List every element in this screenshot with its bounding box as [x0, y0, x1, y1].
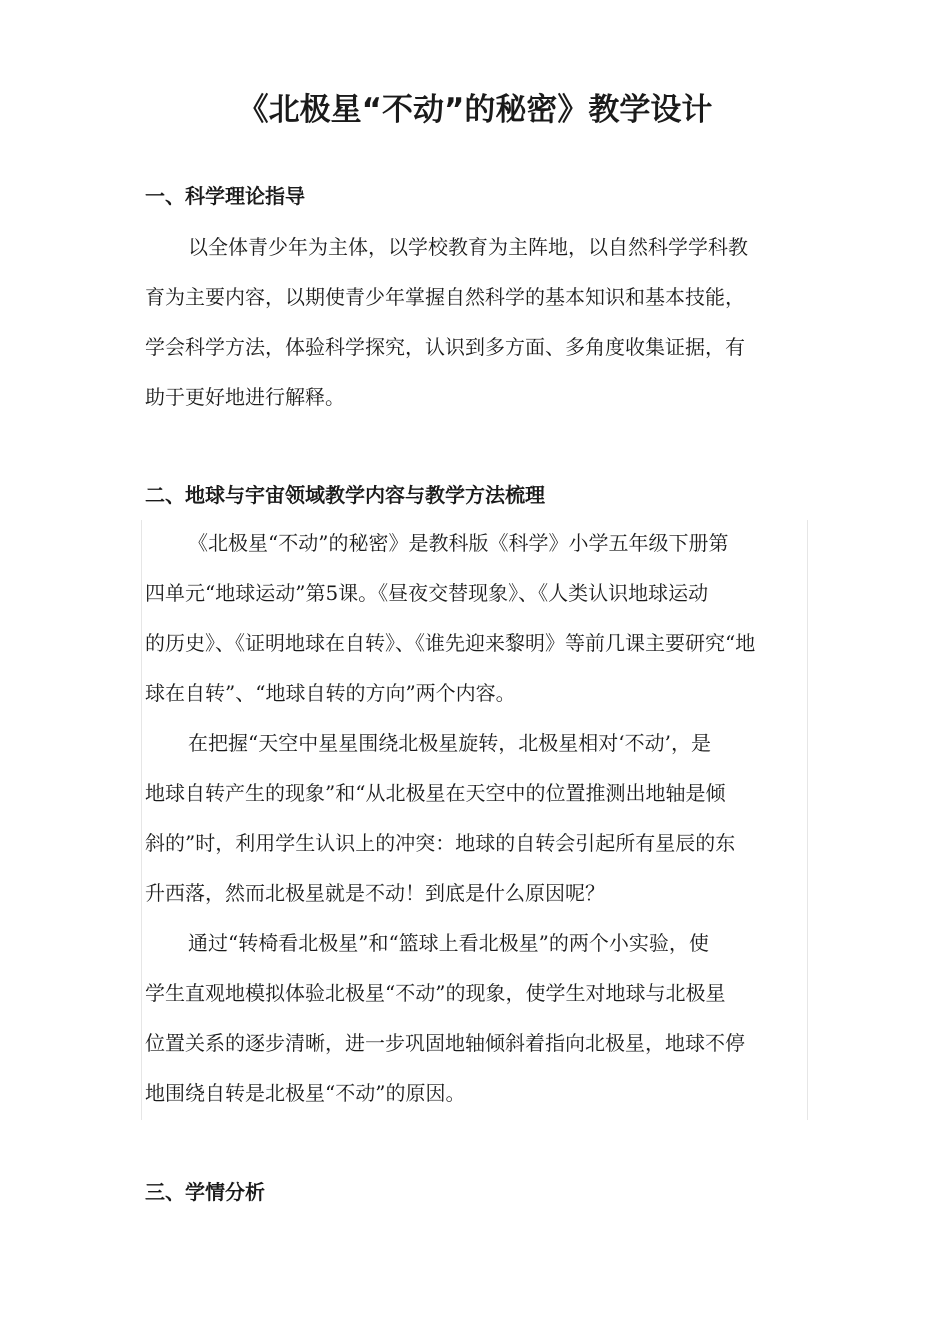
paragraph-line: 育为主要内容，以期使青少年掌握自然科学的基本知识和基本技能，	[145, 285, 745, 309]
paragraph-line: 升西落，然而北极星就是不动！到底是什么原因呢？	[145, 881, 605, 905]
paragraph-line: 助于更好地进行解释。	[145, 385, 345, 409]
paragraph-line: 的历史》、《证明地球在自转》、《谁先迎来黎明》等前几课主要研究“地	[145, 631, 756, 655]
paragraph-line: 四单元“地球运动”第5课。《昼夜交替现象》、《人类认识地球运动	[145, 581, 709, 605]
paragraph-line: 地围绕自转是北极星“不动”的原因。	[145, 1081, 466, 1105]
paragraph-line: 球在自转”、“地球自转的方向”两个内容。	[145, 681, 516, 705]
paragraph-line: 位置关系的逐步清晰，进一步巩固地轴倾斜着指向北极星，地球不停	[145, 1031, 745, 1055]
paragraph-line: 以全体青少年为主体，以学校教育为主阵地，以自然科学学科教	[188, 235, 748, 259]
section-theory-body	[145, 222, 825, 422]
paragraph-line: 在把握“天空中星星围绕北极星旋转，北极星相对‘不动’，是	[188, 731, 711, 755]
paragraph-line: 学生直观地模拟体验北极星“不动”的现象，使学生对地球与北极星	[145, 981, 726, 1005]
section-content-methods-body	[145, 518, 825, 1118]
section-heading-learner-analysis: 三、学情分析	[145, 1180, 265, 1204]
paragraph-line: 斜的”时，利用学生认识上的冲突：地球的自转会引起所有星辰的东	[145, 831, 736, 855]
paragraph-line: 通过“转椅看北极星”和“篮球上看北极星”的两个小实验，使	[188, 931, 709, 955]
paragraph-line: 学会科学方法，体验科学探究，认识到多方面、多角度收集证据，有	[145, 335, 745, 359]
paragraph-line: 地球自转产生的现象”和“从北极星在天空中的位置推测出地轴是倾	[145, 781, 726, 805]
paragraph-line: 《北极星“不动”的秘密》是教科版《科学》小学五年级下册第	[188, 531, 729, 555]
section-heading-theory: 一、科学理论指导	[145, 184, 305, 208]
document-title: 《北极星“不动”的秘密》教学设计	[237, 92, 713, 128]
section-heading-content-methods: 二、地球与宇宙领域教学内容与教学方法梳理	[145, 483, 545, 507]
